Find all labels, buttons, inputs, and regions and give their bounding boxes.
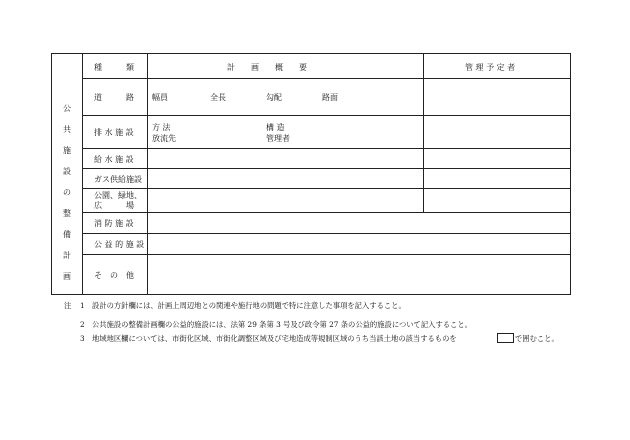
row-label-drainage: 排 水 施 設 — [94, 128, 134, 137]
row-label-public-benefit: 公 益 的 施 設 — [94, 240, 145, 249]
row-label-water-supply: 給 水 施 設 — [94, 155, 134, 164]
note-1-text: 設計の方針欄には、計画上周辺地との関連や施行地の問題で特に注意した事項を記入すること。 — [92, 301, 406, 310]
road-width-field: 幅員 — [152, 93, 168, 102]
header-manager: 管 理 予 定 者 — [465, 63, 516, 72]
road-gradient-field: 勾配 — [266, 93, 282, 102]
header-type: 種 類 — [94, 63, 134, 72]
road-length-field: 全長 — [210, 93, 226, 102]
public-facilities-plan-table — [51, 53, 571, 295]
note-1-number: 1 — [80, 301, 85, 310]
note-3-number: 3 — [80, 334, 85, 343]
row-label-fire: 消 防 施 設 — [94, 219, 134, 228]
side-label-public-facilities: 公 共 施 設 の 整 備 計 画 — [63, 104, 71, 281]
row-label-gas-supply: ガス供給施設 — [94, 175, 142, 184]
row-label-road: 道 路 — [94, 93, 134, 102]
note-3-text-after: で囲むこと。 — [515, 334, 559, 343]
road-surface-field: 路面 — [322, 93, 338, 102]
drainage-structure-field: 構 造 — [266, 123, 285, 132]
notes-prefix: 注 — [64, 301, 72, 310]
header-plan-summary: 計 画 概 要 — [227, 63, 307, 72]
row-label-other: そ の 他 — [94, 271, 134, 280]
note-3-text-before: 地域地区欄については、市街化区域、市街化調整区域及び宅地造成等規制区域のうち当該土地の該当するものを — [92, 334, 457, 343]
note-2-text: 公共施設の整備計画欄の公益的施設には、法第 29 条第 3 号及び政令第 27 条の公益的施設について記入すること。 — [92, 320, 472, 329]
row-label-park-2: 広 場 — [94, 201, 134, 210]
note-2-number: 2 — [80, 320, 85, 329]
drainage-method-field: 方 法 — [152, 123, 171, 132]
enclosure-box-sample — [497, 333, 514, 343]
row-label-park-1: 公園、緑地、 — [94, 191, 142, 200]
drainage-outlet-field: 放流先 — [152, 134, 176, 143]
drainage-manager-field: 管理者 — [266, 134, 290, 143]
